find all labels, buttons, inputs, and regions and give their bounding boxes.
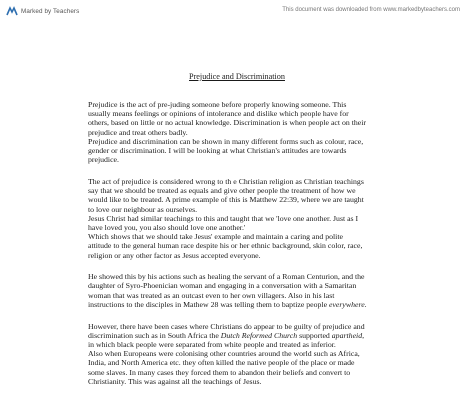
italic-text: Dutch Reformed Church [220,330,298,340]
text-segment: prejudice. [88,155,119,165]
text-line [88,281,398,290]
text-line [88,349,398,358]
text-segment: attitude to the general human race despite his or her ethnic background, skin color, race, [88,241,363,251]
text-line [88,214,398,223]
text-segment: Also when Europeans were colonising other countries around the world such as Africa, [88,349,360,359]
text-line [88,146,398,155]
text-segment: , [362,330,365,340]
text-line [88,322,398,331]
site-logo[interactable] [6,6,79,16]
text-line [88,137,398,146]
marked-by-teachers-logo-icon [6,6,18,16]
text-segment: others, based on little or no actual knowledge. Discrimination is when people act on their [88,118,367,128]
text-segment: gender or discrimination. I will be looking at what Christian's attitudes are towards [88,146,347,156]
document-title: Prejudice and Discrimination [189,72,285,81]
download-banner: This document was downloaded from www.markedbyteachers.com [282,7,460,13]
text-line [88,177,398,186]
text-segment: some slaves. In many cases they forced them to abandon their beliefs and convert to [88,367,351,377]
text-segment: instructions to the disciples in Mathew 28 was telling them to baptize people [88,299,330,309]
text-segment: religion or any other factor as Jesus accepted everyone. [88,250,261,260]
document-body [88,100,398,398]
logo-text: Marked by Teachers [21,7,80,15]
text-segment: daughter of Syro-Phoenician woman and engaging in a conversation with a Samaritan [88,281,357,291]
paragraph [88,322,398,386]
text-line [88,232,398,241]
text-segment: Which shows that we should take Jesus' example and maintain a caring and polite [88,232,343,242]
text-line [88,291,398,300]
text-segment: woman that was treated as an outcast even to her own villagers. Also in his last [88,290,335,300]
text-line [88,109,398,118]
text-segment: Prejudice and discrimination can be shown in many different forms such as colour, race, [88,136,364,146]
text-line [88,368,398,377]
text-line [88,241,398,250]
text-segment: to love our neighbour as ourselves. [88,204,198,214]
text-line [88,186,398,195]
text-segment: have loved you, you also should love one another.' [88,222,246,232]
text-line [88,118,398,127]
text-segment: . [364,299,367,309]
text-line [88,223,398,232]
text-line [88,195,398,204]
text-line [88,358,398,367]
text-line [88,205,398,214]
text-line [88,100,398,109]
paragraph [88,100,398,164]
text-segment: say that we should be treated as equals and give other people the treatment of how we [88,186,356,196]
text-segment: usually means feelings or opinions of intolerance and dislike which people have for [88,109,349,119]
text-segment: would like to be treated. A prime example of this is Matthew 22:39, where we are taught [88,195,364,205]
text-line [88,251,398,260]
text-segment: The act of prejudice is considered wrong to th e Christian religion as Christian teachings [88,176,364,186]
text-segment: discrimination such as in South Africa the [88,330,221,340]
text-segment: Christianity. This was against all the teachings of Jesus. [88,376,262,386]
italic-text: everywhere [329,299,365,309]
text-line [88,340,398,349]
text-segment: He showed this by his actions such as healing the servant of a Roman Centurion, and the [88,272,365,282]
text-segment: However, there have been cases where Christians do appear to be guilty of prejudice and [88,321,365,331]
text-line [88,155,398,164]
text-segment: supported [297,330,332,340]
text-line [88,377,398,386]
text-line [88,272,398,281]
text-segment: Prejudice is the act of pre-juding someone before properly knowing someone. This [88,100,347,109]
text-line [88,300,398,309]
text-segment: in which black people were separated from white people and treated as inferior. [88,339,336,349]
top-header [0,0,474,20]
text-segment: India, and North America etc. they often killed the native people of the place or made [88,358,355,368]
text-segment: Jesus Christ had similar teachings to this and taught that we 'love one another. Just as I [88,213,359,223]
text-line [88,128,398,137]
text-line [88,331,398,340]
paragraph [88,272,398,309]
paragraph [88,177,398,260]
italic-text: apartheid [331,330,363,340]
text-segment: prejudice and treat others badly. [88,127,188,137]
